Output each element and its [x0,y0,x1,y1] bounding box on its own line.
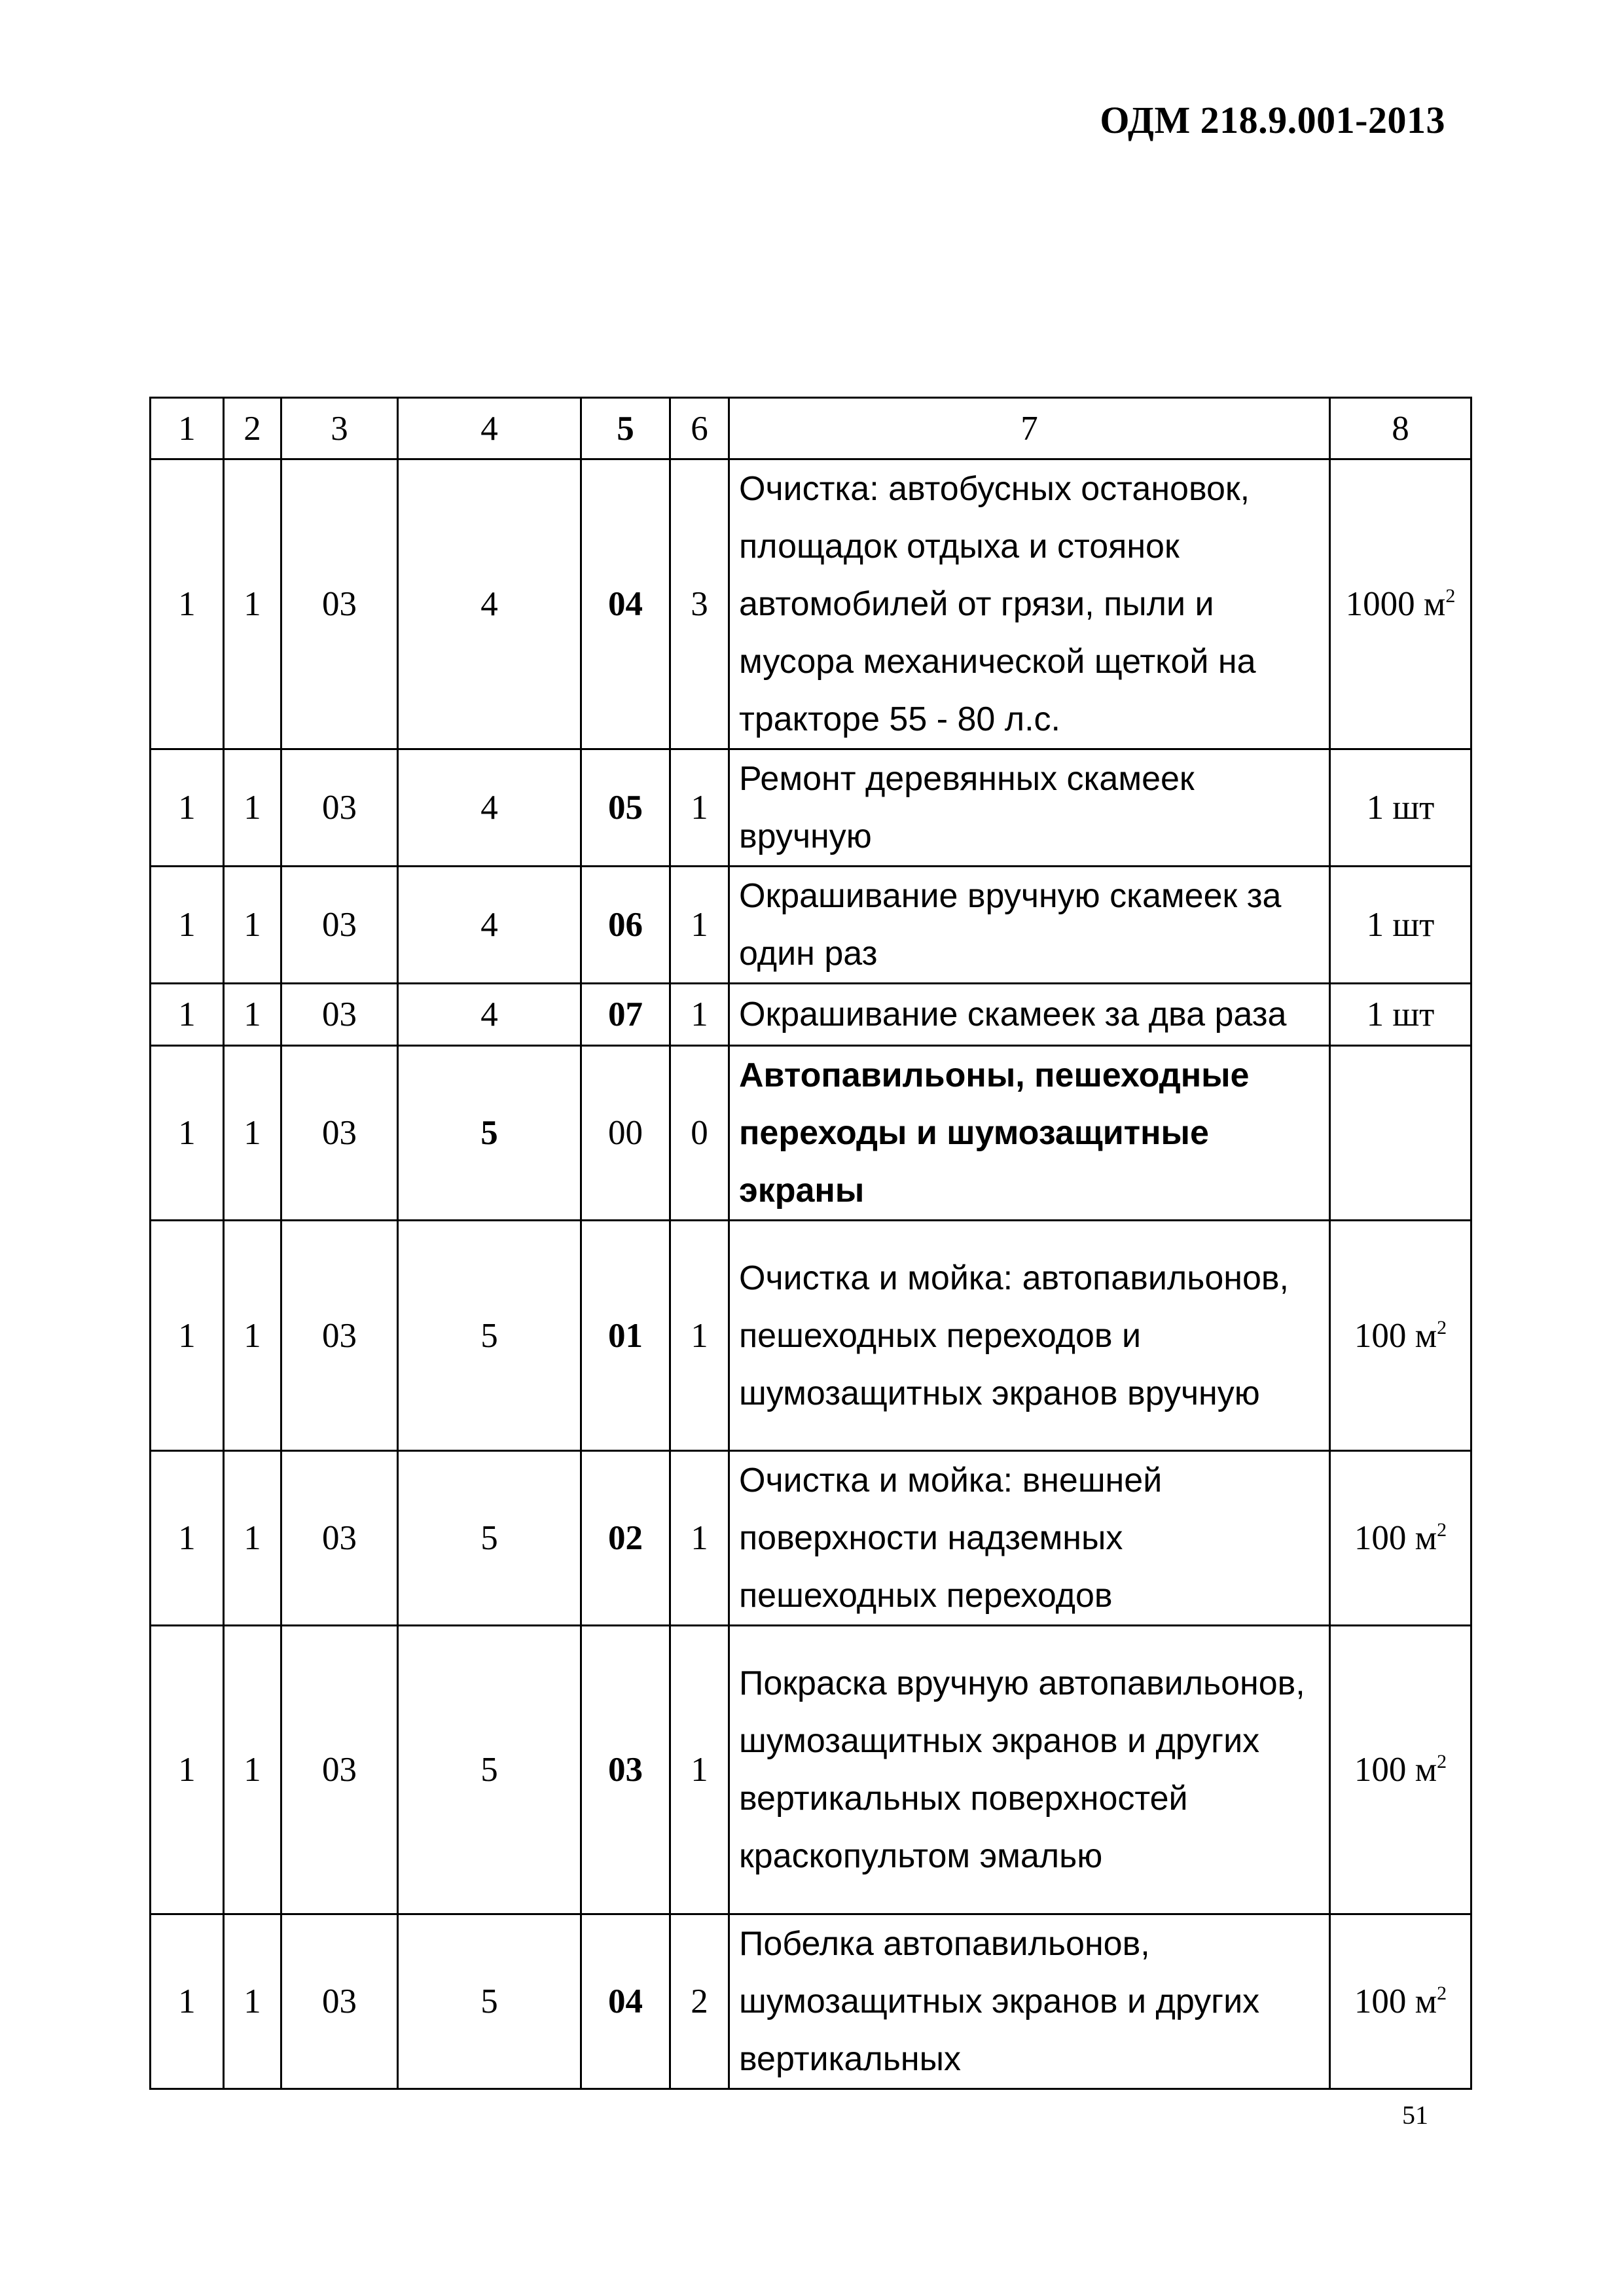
unit-value: 100 м [1354,1982,1437,2020]
table-row [151,984,1471,1046]
code-cell: 04 [581,459,670,749]
description-cell: Очистка и мойка: внешней поверхности надземных пешеходных переходов [729,1451,1330,1626]
unit-superscript: 2 [1437,1519,1447,1541]
table-row [151,1451,1471,1626]
code-cell: 00 [581,1046,670,1221]
unit-value: 1000 м [1345,585,1446,623]
code-cell: 03 [281,1046,398,1221]
code-cell: 5 [398,1221,581,1451]
code-cell: 01 [581,1221,670,1451]
unit-value: 1 шт [1366,906,1435,944]
unit-value: 100 м [1354,1751,1437,1789]
unit-cell [1330,749,1471,867]
column-header: 5 [581,398,670,459]
code-cell: 05 [581,749,670,867]
description-cell: Побелка автопавильонов, шумозащитных экранов и других вертикальных [729,1914,1330,2089]
description-cell: Окрашивание скамеек за два раза [729,984,1330,1046]
code-cell: 0 [670,1046,729,1221]
code-cell: 1 [670,867,729,984]
code-cell: 4 [398,984,581,1046]
code-cell: 03 [581,1626,670,1914]
code-cell: 2 [670,1914,729,2089]
column-header: 1 [151,398,224,459]
description-cell: Покраска вручную автопавильонов, шумозащитных экранов и других вертикальных поверхностей краскопультом эмалью [729,1626,1330,1914]
header-row [151,398,1471,459]
unit-superscript: 2 [1437,1316,1447,1338]
code-cell: 4 [398,459,581,749]
code-cell: 03 [281,1626,398,1914]
description-cell: Ремонт деревянных скамеек вручную [729,749,1330,867]
page-number: 51 [1402,2100,1428,2130]
table-row [151,1046,1471,1221]
code-cell: 4 [398,749,581,867]
code-cell: 1 [224,459,281,749]
code-cell: 1 [224,1046,281,1221]
code-cell: 1 [224,867,281,984]
code-cell: 1 [151,459,224,749]
code-cell: 03 [281,1451,398,1626]
table-row [151,1626,1471,1914]
code-cell: 4 [398,867,581,984]
unit-value: 1 шт [1366,789,1435,827]
code-cell: 1 [670,984,729,1046]
unit-cell [1330,1626,1471,1914]
unit-cell [1330,1914,1471,2089]
description-cell: Окрашивание вручную скамеек за один раз [729,867,1330,984]
table-row [151,1914,1471,2089]
code-cell: 1 [151,1626,224,1914]
code-cell: 03 [281,749,398,867]
code-cell: 1 [151,1451,224,1626]
unit-cell [1330,1451,1471,1626]
code-cell: 1 [670,1451,729,1626]
unit-value: 100 м [1354,1519,1437,1557]
code-cell: 1 [151,749,224,867]
code-cell: 1 [151,1046,224,1221]
section-title-cell: Автопавильоны, пешеходные переходы и шумозащитные экраны [729,1046,1330,1221]
code-cell: 1 [670,1626,729,1914]
description-cell: Очистка и мойка: автопавильонов, пешеходных переходов и шумозащитных экранов вручную [729,1221,1330,1451]
table-row [151,749,1471,867]
code-cell: 04 [581,1914,670,2089]
table-row [151,459,1471,749]
column-header: 4 [398,398,581,459]
unit-value: 1 шт [1366,996,1435,1033]
code-cell: 1 [224,1221,281,1451]
unit-value: 100 м [1354,1316,1437,1355]
code-cell: 1 [224,1626,281,1914]
table-row [151,867,1471,984]
column-header: 8 [1330,398,1471,459]
code-cell: 1 [224,984,281,1046]
code-cell: 1 [224,1914,281,2089]
code-cell: 1 [151,867,224,984]
code-cell: 1 [151,1221,224,1451]
code-cell: 07 [581,984,670,1046]
code-cell: 03 [281,984,398,1046]
table-row [151,1221,1471,1451]
unit-superscript: 2 [1445,585,1456,607]
code-cell: 5 [398,1914,581,2089]
code-cell: 1 [151,1914,224,2089]
unit-superscript: 2 [1437,1751,1447,1772]
column-header: 2 [224,398,281,459]
column-header: 3 [281,398,398,459]
code-cell: 1 [670,749,729,867]
classification-table [149,397,1472,2090]
unit-cell [1330,984,1471,1046]
column-header: 7 [729,398,1330,459]
code-cell: 5 [398,1626,581,1914]
code-cell: 1 [224,1451,281,1626]
unit-superscript: 2 [1437,1982,1447,2004]
code-cell: 1 [670,1221,729,1451]
unit-cell [1330,1221,1471,1451]
code-cell: 03 [281,1914,398,2089]
code-cell: 1 [151,984,224,1046]
code-cell: 5 [398,1451,581,1626]
code-cell: 03 [281,459,398,749]
code-cell: 02 [581,1451,670,1626]
code-cell: 3 [670,459,729,749]
unit-cell [1330,1046,1471,1221]
code-cell: 03 [281,1221,398,1451]
code-cell: 03 [281,867,398,984]
code-cell: 1 [224,749,281,867]
code-cell: 5 [398,1046,581,1221]
unit-cell [1330,459,1471,749]
document-code: ОДМ 218.9.001-2013 [1100,99,1445,141]
column-header: 6 [670,398,729,459]
description-cell: Очистка: автобусных остановок, площадок отдыха и стоянок автомобилей от грязи, пыли и мусора механической щеткой на тракторе 55 - 80 л.с. [729,459,1330,749]
unit-cell [1330,867,1471,984]
code-cell: 06 [581,867,670,984]
